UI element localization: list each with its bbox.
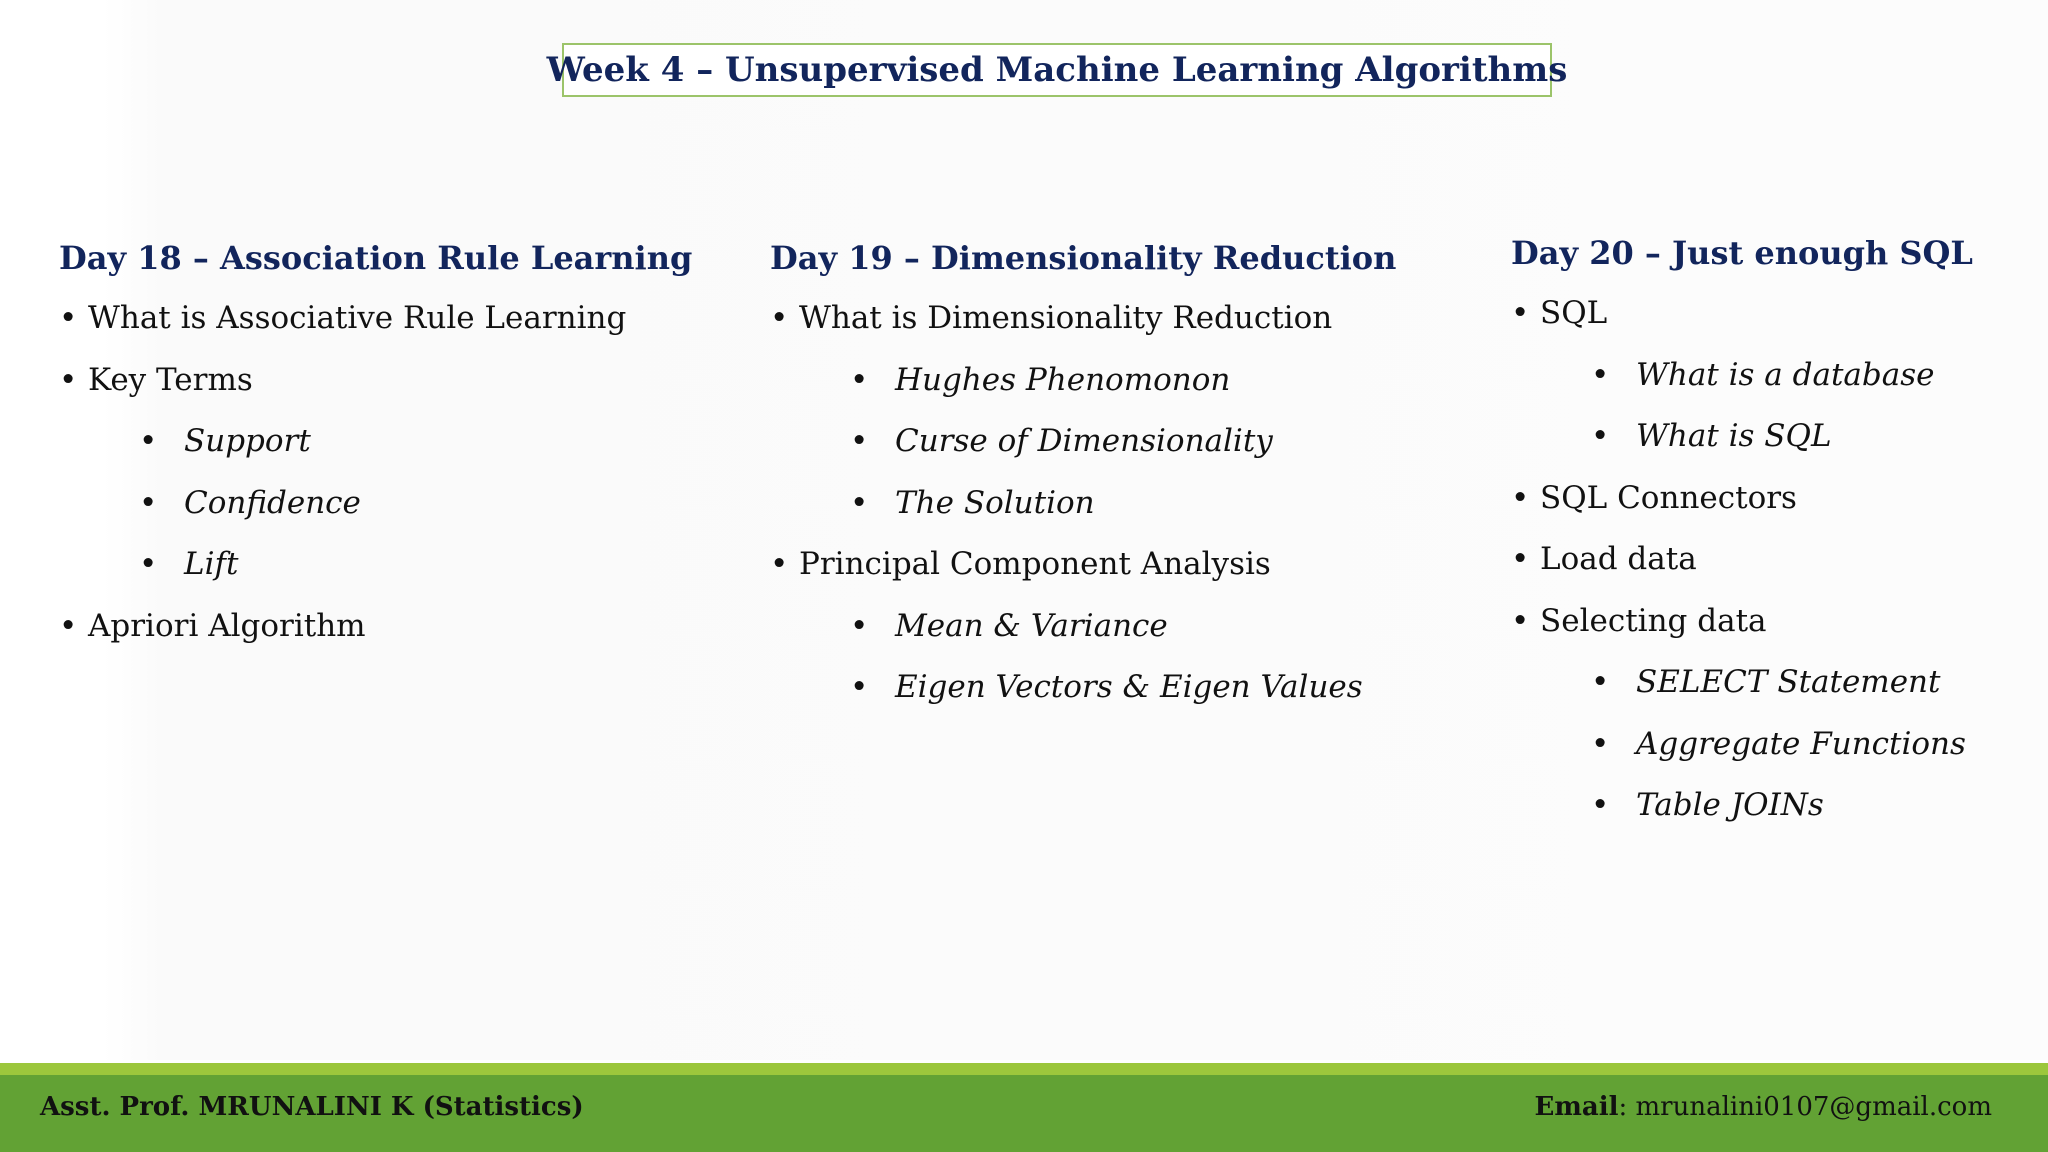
- sub-list-item: • What is a database: [1511, 353, 1973, 415]
- footer-email: [1535, 1092, 1992, 1122]
- column-heading: Day 18 – Association Rule Learning: [59, 239, 693, 277]
- column-heading: Day 20 – Just enough SQL: [1511, 234, 1973, 272]
- footer-email-label: Email: [1534, 1092, 1619, 1122]
- footer-accent-stripe: [0, 1063, 2048, 1075]
- topic-list: [1511, 291, 1973, 845]
- list-item: • What is Dimensionality Reduction: [770, 296, 1396, 358]
- sub-list-item: • Eigen Vectors & Eigen Values: [770, 665, 1396, 727]
- list-item: • Apriori Algorithm: [59, 604, 692, 666]
- sub-list-item: • Lift: [59, 542, 692, 604]
- list-item: • What is Associative Rule Learning: [59, 296, 692, 358]
- sub-list-item: • Mean & Variance: [770, 604, 1396, 666]
- footer-author: Asst. Prof. MRUNALINI K (Statistics): [40, 1092, 584, 1122]
- topic-list: [770, 296, 1396, 727]
- column-day-18: [59, 234, 692, 665]
- footer-email-value: : mrunalini0107@gmail.com: [1618, 1092, 1992, 1122]
- list-item: • Load data: [1511, 537, 1973, 599]
- sub-list-item: • Aggregate Functions: [1511, 722, 1973, 784]
- sub-list-item: • Confidence: [59, 481, 692, 543]
- column-day-19: [770, 234, 1396, 727]
- footer-bar: [0, 1075, 2048, 1152]
- list-item: • Key Terms: [59, 358, 692, 420]
- list-item: • Principal Component Analysis: [770, 542, 1396, 604]
- list-item: • Selecting data: [1511, 599, 1973, 661]
- sub-list-item: • The Solution: [770, 481, 1396, 543]
- sub-list-item: • SELECT Statement: [1511, 660, 1973, 722]
- sub-list-item: • What is SQL: [1511, 414, 1973, 476]
- sub-list-item: • Support: [59, 419, 692, 481]
- list-item: • SQL Connectors: [1511, 476, 1973, 538]
- column-day-20: [1511, 229, 1973, 845]
- sub-list-item: • Hughes Phenomonon: [770, 358, 1396, 420]
- slide-title: Week 4 – Unsupervised Machine Learning Algorithms: [562, 43, 1552, 97]
- sub-list-item: • Table JOINs: [1511, 783, 1973, 845]
- column-heading: Day 19 – Dimensionality Reduction: [770, 239, 1397, 277]
- sub-list-item: • Curse of Dimensionality: [770, 419, 1396, 481]
- topic-list: [59, 296, 692, 665]
- list-item: • SQL: [1511, 291, 1973, 353]
